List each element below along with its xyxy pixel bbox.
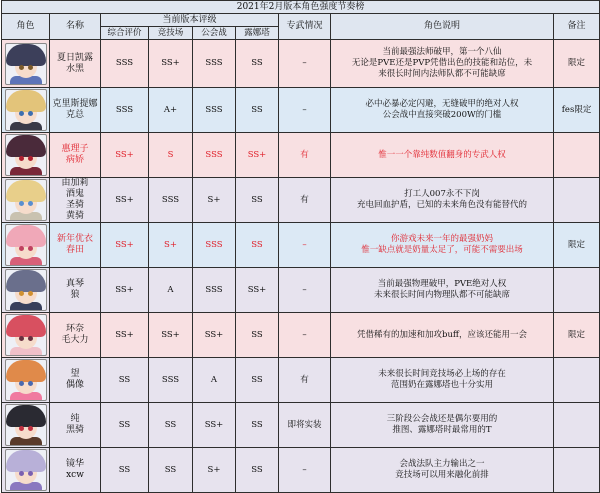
character-name-line: 圣骑	[65, 200, 84, 210]
rating-arena: SSS	[149, 178, 193, 223]
portrait-eye-right	[28, 111, 33, 116]
rating-clan: SSS	[193, 88, 236, 133]
portrait-hair	[6, 225, 46, 247]
rating-clan: S+	[193, 448, 236, 493]
character-name-line: 偶像	[65, 380, 84, 390]
rating-arena: SS	[149, 403, 193, 448]
rating-clan: SSS	[193, 268, 236, 313]
portrait-eye-left	[19, 381, 24, 386]
portrait-hair	[6, 180, 46, 202]
table-title: 2021年2月版本角色强度节奏榜	[2, 1, 600, 14]
character-portrait	[5, 224, 47, 266]
rating-arena: SS+	[149, 40, 193, 88]
character-name	[50, 358, 101, 403]
role-avatar-cell	[2, 223, 50, 268]
description-line: 打工人007永不下岗	[404, 189, 480, 199]
portrait-hair	[6, 44, 46, 66]
character-description	[331, 403, 554, 448]
table-body	[2, 40, 600, 493]
exclusive-status: –	[279, 88, 331, 133]
portrait-eye-left	[19, 111, 24, 116]
remark	[554, 403, 600, 448]
role-avatar-cell	[2, 40, 50, 88]
description-line: 竞技场可以用来融化前排	[395, 470, 489, 480]
portrait-hair	[6, 405, 46, 427]
remark	[554, 358, 600, 403]
rating-arena: S	[149, 133, 193, 178]
character-description	[331, 313, 554, 358]
remark: 限定	[554, 40, 600, 88]
exclusive-status: –	[279, 448, 331, 493]
character-name-line: 克里斯提娜	[52, 99, 98, 109]
rating-clan: S+	[193, 178, 236, 223]
rating-clan: SSS	[193, 223, 236, 268]
character-name-line: 环奈	[65, 324, 84, 334]
character-name-line: xcw	[66, 470, 84, 480]
rating-tower: SS+	[236, 133, 279, 178]
portrait-eye-right	[28, 65, 33, 70]
description-line: 未来很长时间内物理队都不可能缺席	[373, 290, 510, 300]
character-name-line: 望	[70, 369, 80, 379]
character-name-line: 纯	[70, 414, 80, 424]
rating-overall: SS+	[101, 178, 149, 223]
portrait-hair	[6, 450, 46, 472]
role-avatar-cell	[2, 178, 50, 223]
portrait-eye-right	[28, 336, 33, 341]
rating-arena: S+	[149, 223, 193, 268]
rating-tower: SS	[236, 40, 279, 88]
rating-clan: SSS	[193, 133, 236, 178]
description-line: 充电回血护盾，已知的未来角色没有能替代的	[356, 200, 527, 210]
remark	[554, 133, 600, 178]
character-portrait	[5, 269, 47, 311]
rating-clan: SSS	[193, 40, 236, 88]
table-row	[2, 223, 600, 268]
character-description	[331, 268, 554, 313]
header-tower: 露娜塔	[236, 27, 279, 40]
character-name	[50, 268, 101, 313]
character-description	[331, 133, 554, 178]
table-row	[2, 313, 600, 358]
description-line: 凭借稀有的加速和加攻buff，应该还能用一会	[357, 329, 527, 340]
table-row	[2, 40, 600, 88]
portrait-eye-right	[28, 156, 33, 161]
character-portrait	[5, 43, 47, 85]
rating-tower: SS	[236, 178, 279, 223]
portrait-hair	[6, 270, 46, 292]
header-rating-group: 当前版本评级	[101, 14, 279, 27]
rating-tower: SS+	[236, 268, 279, 313]
character-name-line: 克总	[65, 110, 84, 120]
exclusive-status: 即将实装	[279, 403, 331, 448]
character-portrait	[5, 314, 47, 356]
character-description	[331, 178, 554, 223]
header-overall: 综合评价	[101, 27, 149, 40]
exclusive-status: –	[279, 223, 331, 268]
role-avatar-cell	[2, 358, 50, 403]
description-line: 当前最强物理破甲，PVE绝对人权	[377, 279, 507, 289]
header-desc: 角色说明	[331, 14, 554, 40]
exclusive-status: 有	[279, 358, 331, 403]
table-row	[2, 178, 600, 223]
character-name-line: 病娇	[65, 155, 84, 165]
portrait-eye-left	[19, 156, 24, 161]
rating-overall: SS	[101, 448, 149, 493]
role-avatar-cell	[2, 268, 50, 313]
portrait-eye-right	[28, 471, 33, 476]
character-name-line: 新年优衣	[56, 234, 93, 244]
exclusive-status: 有	[279, 178, 331, 223]
rating-tower: SS	[236, 358, 279, 403]
character-description	[331, 88, 554, 133]
rating-overall: SS+	[101, 313, 149, 358]
header-note: 备注	[554, 14, 600, 40]
rating-tower: SS	[236, 223, 279, 268]
character-portrait	[5, 179, 47, 221]
character-portrait	[5, 89, 47, 131]
character-name-line: 春田	[65, 245, 84, 255]
character-name	[50, 313, 101, 358]
character-name-line: 黑骑	[65, 425, 84, 435]
rating-overall: SS+	[101, 133, 149, 178]
character-portrait	[5, 359, 47, 401]
role-avatar-cell	[2, 313, 50, 358]
remark	[554, 178, 600, 223]
exclusive-status: –	[279, 40, 331, 88]
character-portrait	[5, 404, 47, 446]
rating-arena: A	[149, 268, 193, 313]
portrait-eye-left	[19, 65, 24, 70]
role-avatar-cell	[2, 448, 50, 493]
rating-overall: SSS	[101, 40, 149, 88]
character-name-line: 镜华	[65, 459, 84, 469]
character-name	[50, 178, 101, 223]
portrait-eye-right	[28, 381, 33, 386]
exclusive-status: –	[279, 313, 331, 358]
portrait-eye-left	[19, 246, 24, 251]
character-name-line: 狼	[70, 290, 80, 300]
description-line: 惟一缺点就是奶量太足了，可能不需要出场	[361, 245, 523, 255]
portrait-eye-left	[19, 201, 24, 206]
rating-tower: SS	[236, 313, 279, 358]
portrait-eye-right	[28, 426, 33, 431]
table-row	[2, 268, 600, 313]
character-name	[50, 223, 101, 268]
character-name-line: 夏日凯露	[56, 52, 93, 63]
rating-overall: SS+	[101, 268, 149, 313]
rating-tower: SS	[236, 448, 279, 493]
portrait-eye-left	[19, 471, 24, 476]
character-name-line: 毛大力	[61, 335, 89, 345]
description-line: 惟一一个靠纯数值翻身的专武人权	[378, 149, 506, 160]
rating-clan: A	[193, 358, 236, 403]
header-role: 角色	[2, 14, 50, 40]
rating-arena: SS+	[149, 313, 193, 358]
character-portrait	[5, 449, 47, 491]
tier-table	[1, 0, 600, 493]
character-name	[50, 40, 101, 88]
description-line: 会战法队主力输出之一	[399, 459, 485, 469]
portrait-eye-left	[19, 291, 24, 296]
header-clan: 公会战	[193, 27, 236, 40]
description-line: 公会战中直接突破200W的门槛	[382, 110, 502, 120]
description-line: 来很长时间内法师队都不可能缺席	[378, 69, 506, 79]
character-description	[331, 358, 554, 403]
rating-tower: SS	[236, 403, 279, 448]
portrait-eye-right	[28, 201, 33, 206]
character-description	[331, 223, 554, 268]
header-name: 名称	[50, 14, 101, 40]
header-exclusive: 专武情况	[279, 14, 331, 40]
exclusive-status: 有	[279, 133, 331, 178]
remark	[554, 268, 600, 313]
description-line: 三阶段公会战还是偶尔要用的	[386, 414, 498, 424]
character-description	[331, 448, 554, 493]
portrait-hair	[6, 360, 46, 382]
rating-arena: SSS	[149, 358, 193, 403]
rating-overall: SS+	[101, 223, 149, 268]
character-name-line: 水黑	[65, 63, 84, 74]
role-avatar-cell	[2, 133, 50, 178]
description-line: 必中必暴必定闪避，无缝破甲的绝对人权	[365, 99, 519, 109]
portrait-eye-right	[28, 291, 33, 296]
table-row	[2, 448, 600, 493]
character-name-line: 由加莉	[61, 178, 89, 188]
portrait-eye-left	[19, 426, 24, 431]
description-line: 未来很长时间竞技场必上场的存在	[378, 369, 506, 379]
character-name	[50, 403, 101, 448]
table-row	[2, 358, 600, 403]
portrait-hair	[6, 90, 46, 112]
description-line: 无论是PVE还是PVP凭借出色的技能和站位，未	[351, 58, 533, 68]
rating-clan: SS+	[193, 403, 236, 448]
description-line: 范围奶在露娜塔也十分实用	[390, 380, 493, 390]
character-name	[50, 133, 101, 178]
character-name	[50, 448, 101, 493]
character-name	[50, 88, 101, 133]
description-line: 你游戏未来一年的最强奶妈	[390, 234, 493, 244]
remark: 限定	[554, 223, 600, 268]
description-line: 推图、露娜塔时最常用的T	[392, 425, 492, 435]
table-row	[2, 88, 600, 133]
description-line: 当前最强法师破甲，第一个八仙	[382, 47, 502, 57]
remark: fes限定	[554, 88, 600, 133]
rating-overall: SSS	[101, 88, 149, 133]
table-row	[2, 403, 600, 448]
remark: 限定	[554, 313, 600, 358]
rating-arena: A+	[149, 88, 193, 133]
portrait-hair	[6, 135, 46, 157]
rating-overall: SS	[101, 403, 149, 448]
portrait-eye-left	[19, 336, 24, 341]
character-name-line: 酒鬼	[65, 189, 84, 199]
role-avatar-cell	[2, 88, 50, 133]
character-name-line: 真琴	[65, 279, 84, 289]
character-name-line: 黄骑	[65, 211, 84, 221]
character-portrait	[5, 134, 47, 176]
rating-arena: SS	[149, 448, 193, 493]
portrait-eye-right	[28, 246, 33, 251]
exclusive-status: –	[279, 268, 331, 313]
rating-overall: SS	[101, 358, 149, 403]
header-arena: 竞技场	[149, 27, 193, 40]
remark	[554, 448, 600, 493]
table-row	[2, 133, 600, 178]
portrait-hair	[6, 315, 46, 337]
rating-tower: SS	[236, 88, 279, 133]
character-description	[331, 40, 554, 88]
character-name-line: 惠理子	[61, 144, 89, 154]
rating-clan: SS+	[193, 313, 236, 358]
role-avatar-cell	[2, 403, 50, 448]
